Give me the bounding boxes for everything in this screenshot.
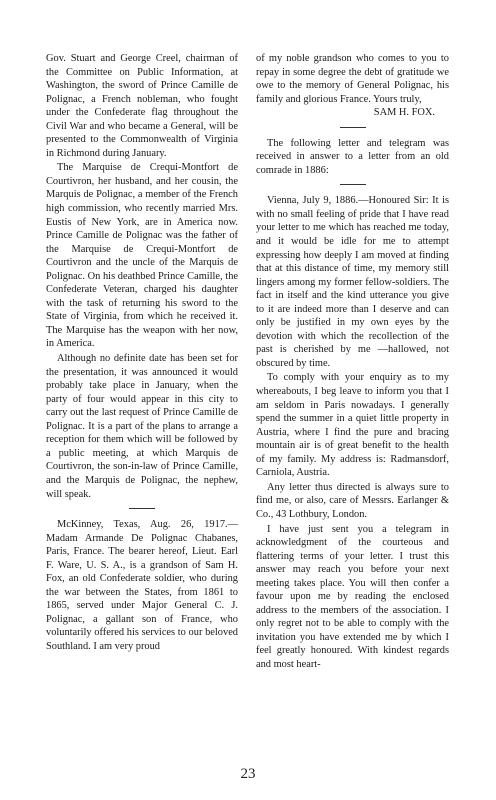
right-paragraph-address-care: Any letter thus directed is always sure to find me, or also, care of Messrs. Earlanger & Co., 43 Lothbury, London. bbox=[256, 481, 449, 520]
right-paragraph-telegram: I have just sent you a telegram in acknowledgment of the courteous and flattering terms of your letter. I trust this answer may reach you before your next meeting takes place. You will then confer a favour upon me by reading the enclosed address to the members of the association. I only regret not to be able to comply with the invitation you have extended me by which I feel greatly honoured. With kindest regards and most heart- bbox=[256, 523, 449, 670]
left-paragraph-sword-presentation: Gov. Stuart and George Creel, chairman of the Committee on Public Information, at Washington, the sword of Prince Camille de Polignac, a French nobleman, who fought under the Confederate flag throughout the Civil War and who became a General, will be presented to the Commonwealth of Virginia in Richmond during January. bbox=[46, 53, 238, 159]
page-number: 23 bbox=[240, 766, 256, 782]
right-paragraph-vienna-letter: Vienna, July 9, 1886.—Honoured Sir: It is with no small feeling of pride that I have read your letter to me which has reached me today, and it would be idle for me to attempt expressing how deeply I am moved at finding that at this distance of time, my memory still lingers among my former fellow-soldiers. The fact in itself and the kind utterance you give to it are indeed more than I deserve and can only be justified in my own eyes by the devotion with which the recollection of the past is cherished by me —hallowed, not obscured by time. bbox=[256, 195, 449, 369]
section-divider bbox=[340, 184, 366, 185]
right-paragraph-letter-continuation: of my noble grandson who comes to you to repay in some degree the debt of gratitude we owe to the memory of General Polignac, his family and glorious France. Yours truly, bbox=[256, 53, 449, 105]
left-column bbox=[46, 52, 238, 654]
right-column bbox=[256, 52, 449, 672]
section-divider bbox=[129, 508, 155, 509]
left-paragraph-marquise-arrival: The Marquise de Crequi-Montfort de Courtivron, her husband, and her cousin, the Marquis de Polignac, a member of the French high commission, who recently married Mrs. Eustis of New York, are in America now. Prince Camille de Polignac was the father of the Marquise de Crequi-Montfort de Courtivron and the uncle of the Marquis de Polignac. On his deathbed Prince Camille, the Confederate Veteran, charged his daughter with the task of returning his sword to the State of Virginia, from which he received it. The Marquise has the weapon with her now, in America. bbox=[46, 162, 238, 350]
section-divider bbox=[340, 127, 366, 128]
signature-sam-fox: SAM H. FOX. bbox=[373, 107, 435, 119]
left-paragraph-mckinney-letter: McKinney, Texas, Aug. 26, 1917.—Madam Armande De Polignac Chabanes, Paris, France. The bearer hereof, Lieut. Earl F. Ware, U. S. A., is a grandson of Sam H. Fox, an old Confederate soldier, who during the war between the States, from 1861 to 1865, served under Major General C. J. Polignac, a gallant son of France, who voluntarily offered his services to our beloved Southland. I am very proud bbox=[46, 519, 238, 652]
right-paragraph-letter-intro: The following letter and telegram was received in answer to a letter from an old comrade in 1886: bbox=[256, 137, 449, 176]
left-paragraph-presentation-plans: Although no definite date has been set for the presentation, it was announced it would probably take place in January, when the party of four would appear in this city to carry out the last request of Prince Camille de Polignac. It is a part of the plans to arrange a reception for them which will be followed by a public meeting, at which Marquis de Courtivron, the son-in-law of Prince Camille, and the Marquis de Polignac, the nephew, will speak. bbox=[46, 353, 238, 500]
right-paragraph-whereabouts: To comply with your enquiry as to my whereabouts, I beg leave to inform you that I am seldom in Paris nowadays. I generally spend the summer in a quiet little property in Austria, where I find the pure and bracing mountain air is of great benefit to the health of my family. My address is: Radmansdorf, Carniola, Austria. bbox=[256, 372, 449, 479]
